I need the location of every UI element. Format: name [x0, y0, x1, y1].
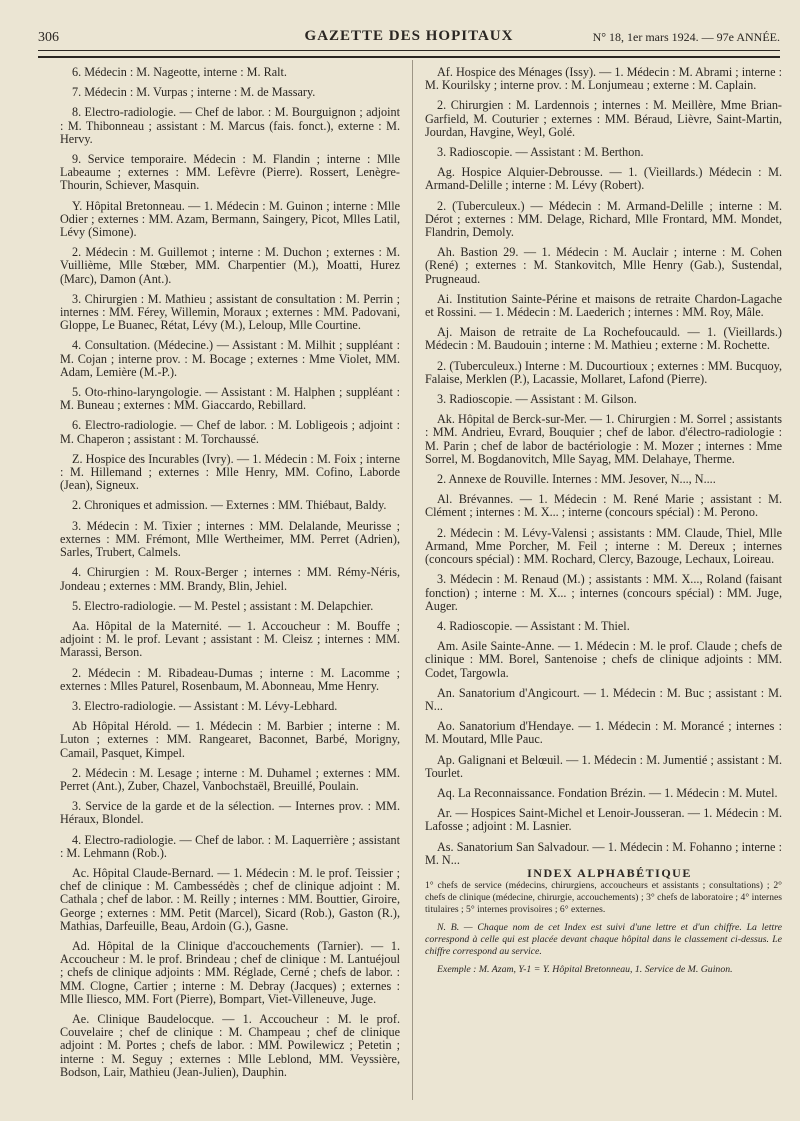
index-title: INDEX ALPHABÉTIQUE [527, 865, 692, 880]
left-entry: 9. Service temporaire. Médecin : M. Flandin ; interne : Mlle Labeaume ; externes : MM. Lefèvre (Pierre). Rossert, Lenègre-Thourin, Schiever, Masquin. [60, 152, 400, 193]
left-entry: 3. Service de la garde et de la sélection. — Internes prov. : MM. Héraux, Blondel. [60, 799, 400, 827]
left-entry: 3. Médecin : M. Tixier ; internes : MM. Delalande, Meurisse ; externes : MM. Frémont, Mlle Wertheimer, MM. Perret (Adrien), Sarles, Trubert, Calmels. [60, 518, 400, 560]
right-entry: 2. Médecin : M. Lévy-Valensi ; assistants : MM. Claude, Thiel, Mlle Armand, Mme Porcher, M. Feil ; interne : M. Dereux ; internes (concours spécial) : MM. Rochard, Clercy, Bazouge, Lechaux, Loireau. [425, 525, 782, 567]
right-entry: Aj. Maison de retraite de La Rochefoucauld. — 1. (Vieillards.) Médecin : M. Baudouin ; interne : M. Mathieu ; externe : M. Rochette. [425, 325, 782, 353]
index-example: Exemple : M. Azam, Y-1 = Y. Hôpital Bretonneau, 1. Service de M. Guinon. [437, 964, 733, 976]
left-entry: Ae. Clinique Baudelocque. — 1. Accoucheur : M. le prof. Couvelaire ; chef de clinique : M. Champeau ; chef de clinique adjoint : M. Portes ; chefs de labor. : MM. Powilewicz ; Petetin ; interne : M. Seguy ; externes : Mlle Leblond, MM. Veyssière, Bodson, Lair, Mathieu (Jean-Julien), Dauphin. [60, 1011, 400, 1079]
column-divider [412, 60, 413, 1100]
left-entry: 5. Oto-rhino-laryngologie. — Assistant : M. Halphen ; suppléant : M. Buneau ; externes : MM. Giaccardo, Rebillard. [60, 385, 400, 413]
right-entry: 2. Chirurgien : M. Lardennois ; internes : M. Meillère, Mme Brian-Garfield, M. Couturier ; externes : MM. Béraud, Lièvre, Saint-Martin, Jourdan, Havgine, Weyl, Golé. [425, 98, 782, 139]
page-number: 306 [38, 30, 59, 45]
right-entry: As. Sanatorium San Salvadour. — 1. Médecin : M. Fohanno ; interne : M. N... [425, 839, 782, 867]
page-header [38, 24, 780, 51]
left-entry: Z. Hospice des Incurables (Ivry). — 1. Médecin : M. Foix ; interne : M. Hillemand ; externes : Mlle Henry, MM. Cofino, Laborde (Jean), Signeux. [60, 451, 400, 493]
left-entry: Ad. Hôpital de la Clinique d'accouchements (Tarnier). — 1. Accoucheur : M. le prof. Brindeau ; chef de clinique : M. Lantuéjoul ; chefs de clinique adjoints : MM. Réglade, Cerné ; chefs de labor. : MM. Clogne, Cartier ; interne : M. Debray (Jacques) ; externes : Mlle Iliesco, MM. Fort (Pierre), Bompart, Viet-Villeneuve, Juge. [60, 938, 400, 1006]
right-entry: Ar. — Hospices Saint-Michel et Lenoir-Jousseran. — 1. Médecin : M. Lafosse ; adjoint : M. Lasnier. [425, 806, 782, 834]
right-entry: An. Sanatorium d'Angicourt. — 1. Médecin : M. Buc ; assistant : M. N... [425, 685, 782, 713]
right-entry: 2. (Tuberculeux.) — Médecin : M. Armand-Delille ; interne : M. Dérot ; externes : MM. Delage, Richard, Mlle Frontard, MM. Mondet, Flandrin, Demoly. [425, 198, 782, 240]
right-entry: Ai. Institution Sainte-Périne et maisons de retraite Chardon-Lagache et Rossini. — 1. Médecin : M. Laederich ; internes : MM. Roy, Mâle. [425, 291, 782, 320]
right-entry: 3. Radioscopie. — Assistant : M. Gilson. [437, 392, 637, 407]
left-entry: 4. Electro-radiologie. — Chef de labor. : M. Laquerrière ; assistant : M. Lehmann (Rob.). [60, 832, 400, 860]
right-entry: Ag. Hospice Alquier-Debrousse. — 1. (Vieillards.) Médecin : M. Armand-Delille ; interne : M. Lévy (Robert). [425, 165, 782, 193]
left-entry: 3. Electro-radiologie. — Assistant : M. Lévy-Lebhard. [72, 698, 338, 713]
right-entry: Af. Hospice des Ménages (Issy). — 1. Médecin : M. Abrami ; interne : M. Kourilsky ; interne prov. : M. Lonjumeau ; externe : M. Caplain. [425, 65, 782, 93]
right-entry: Al. Brévannes. — 1. Médecin : M. René Marie ; assistant : M. Clément ; internes : M. X... ; interne (concours spécial) : M. Perono. [425, 492, 782, 520]
right-entry: Ak. Hôpital de Berck-sur-Mer. — 1. Chirurgien : M. Sorrel ; assistants : MM. Andrieu, Evrard, Bouquier ; chef de labor. d'électro-radiologie : M. Parin ; chef de labor de bactériologie : M. Mozer ; internes : Mme Sorrel, M. Bogdanovitch, Mlle Sayag, MM. Delahaye, Therme. [425, 412, 782, 466]
left-entry: 7. Médecin : M. Vurpas ; interne : M. de Massary. [72, 85, 316, 100]
journal-title: GAZETTE DES HOPITAUX [304, 28, 514, 44]
left-column [60, 66, 400, 1079]
right-entry: 4. Radioscopie. — Assistant : M. Thiel. [437, 618, 630, 633]
right-entry: 3. Médecin : M. Renaud (M.) ; assistants : MM. X..., Roland (faisant fonction) ; interne : M. X... ; internes (concours spécial) : MM. Juge, Auger. [425, 572, 782, 613]
left-entry: 4. Consultation. (Médecine.) — Assistant : M. Milhit ; suppléant : M. Cojan ; interne prov. : M. Bocage ; externes : Mme Violet, MM. Adam, Lemière (M.-P.). [60, 338, 400, 379]
left-entry: 5. Electro-radiologie. — M. Pestel ; assistant : M. Delapchier. [72, 598, 374, 613]
left-entry: 2. Médecin : M. Lesage ; interne : M. Duhamel ; externes : MM. Perret (Ant.), Zuber, Chazel, Vanbochstaël, Breuillé, Poulain. [60, 765, 400, 793]
header-rule [38, 56, 780, 58]
right-entry: 3. Radioscopie. — Assistant : M. Berthon. [437, 145, 644, 160]
right-entry: Am. Asile Sainte-Anne. — 1. Médecin : M. le prof. Claude ; chefs de clinique : MM. Borel, Santenoise ; chefs de clinique adjoints : MM. Codet, Targowla. [425, 639, 782, 680]
issue-info: N° 18, 1er mars 1924. — 97e ANNÉE. [592, 30, 780, 44]
left-entry: 2. Médecin : M. Ribadeau-Dumas ; interne : M. Lacomme ; externes : Mlles Paturel, Rosenbaum, M. Abonneau, Mme Henry. [60, 665, 400, 693]
left-entry: 2. Chroniques et admission. — Externes : MM. Thiébaut, Baldy. [72, 498, 387, 513]
right-entry: Ao. Sanatorium d'Hendaye. — 1. Médecin : M. Morancé ; internes : M. Moutard, Mlle Pauc. [425, 719, 782, 747]
left-entry: 6. Médecin : M. Nageotte, interne : M. Ralt. [72, 65, 287, 79]
index-note: N. B. — Chaque nom de cet Index est suivi d'une lettre et d'un chiffre. La lettre correspond à celle qui est placée devant chaque hôpital dans le classement ci-dessus. Le chiffre correspond au service. [425, 922, 782, 958]
left-entry: 2. Médecin : M. Guillemot ; interne : M. Duchon ; externes : M. Vuillième, Mlle Stœber, MM. Charpentier (M.), Moatti, Hurez (Marc), Damon (Ant.). [60, 245, 400, 286]
left-entry: Ab Hôpital Hérold. — 1. Médecin : M. Barbier ; interne : M. Luton ; externes : MM. Rangearet, Baconnet, Barbé, Morigny, Camail, Pasquet, Kimpel. [60, 719, 400, 760]
right-entry: Aq. La Reconnaissance. Fondation Brézin. — 1. Médecin : M. Mutel. [437, 785, 778, 800]
left-entry: Aa. Hôpital de la Maternité. — 1. Accoucheur : M. Bouffe ; adjoint : M. le prof. Levant ; assistant : M. Cleisz ; internes : MM. Marassi, Berson. [60, 618, 400, 660]
left-entry: Ac. Hôpital Claude-Bernard. — 1. Médecin : M. le prof. Teissier ; chef de clinique : M. Cambessédès ; chef de clinique adjoint : M. Cathala ; chef de labor. : M. Reilly ; internes : MM. Bouttier, Giroire, George ; externes : MM. Petit (Marcel), Sicard (Rob.), Gaston (R.), Mathias, Darfeuille, Beau, Ardoin (G.), Gasne. [60, 865, 400, 933]
right-entry: 2. Annexe de Rouville. Internes : MM. Jesover, N..., N.... [437, 472, 716, 487]
right-entry: Ap. Galignani et Belœuil. — 1. Médecin : M. Jumentié ; assistant : M. Tourlet. [425, 752, 782, 780]
left-entry: 3. Chirurgien : M. Mathieu ; assistant de consultation : M. Perrin ; internes : MM. Férey, Willemin, Moraux ; externes : MM. Padovani, Gloppe, Le Buanec, Rétat, Lévy (M.), Leloup, Mlle Courtine. [60, 291, 400, 333]
left-entry: 4. Chirurgien : M. Roux-Berger ; internes : MM. Rémy-Néris, Jondeau ; externes : MM. Brandy, Blin, Jehiel. [60, 565, 400, 593]
left-entry: Y. Hôpital Bretonneau. — 1. Médecin : M. Guinon ; interne : Mlle Odier ; externes : MM. Azam, Bermann, Saingery, Picot, Mlles Latil, Lévy (Simone). [60, 198, 400, 240]
right-entry: Ah. Bastion 29. — 1. Médecin : M. Auclair ; interne : M. Cohen (René) ; externes : M. Stankovitch, Mlle Henry (Gab.), Sustendal, Prugneaud. [425, 245, 782, 286]
index-categories: 1° chefs de service (médecins, chirurgiens, accoucheurs et assistants ; consultations) ; 2° chefs de clinique (médecine, chirurgie, accouchements) ; 3° chefs de laboratoire ; 4° internes titulaires ; 5° internes provisoires ; 6° externes. [425, 880, 782, 916]
right-column [425, 66, 782, 976]
left-entry: 6. Electro-radiologie. — Chef de labor. : M. Lobligeois ; adjoint : M. Chaperon ; assistant : M. Torchaussé. [60, 418, 400, 446]
right-entry: 2. (Tuberculeux.) Interne : M. Ducourtioux ; externes : MM. Bucquoy, Falaise, Merklen (P.), Lacassie, Mollaret, Lafond (Pierre). [425, 358, 782, 386]
left-entry: 8. Electro-radiologie. — Chef de labor. : M. Bourguignon ; adjoint : M. Thibonneau ; assistant : M. Marcus (fais. fonct.), externe : M. Hervy. [60, 105, 400, 146]
